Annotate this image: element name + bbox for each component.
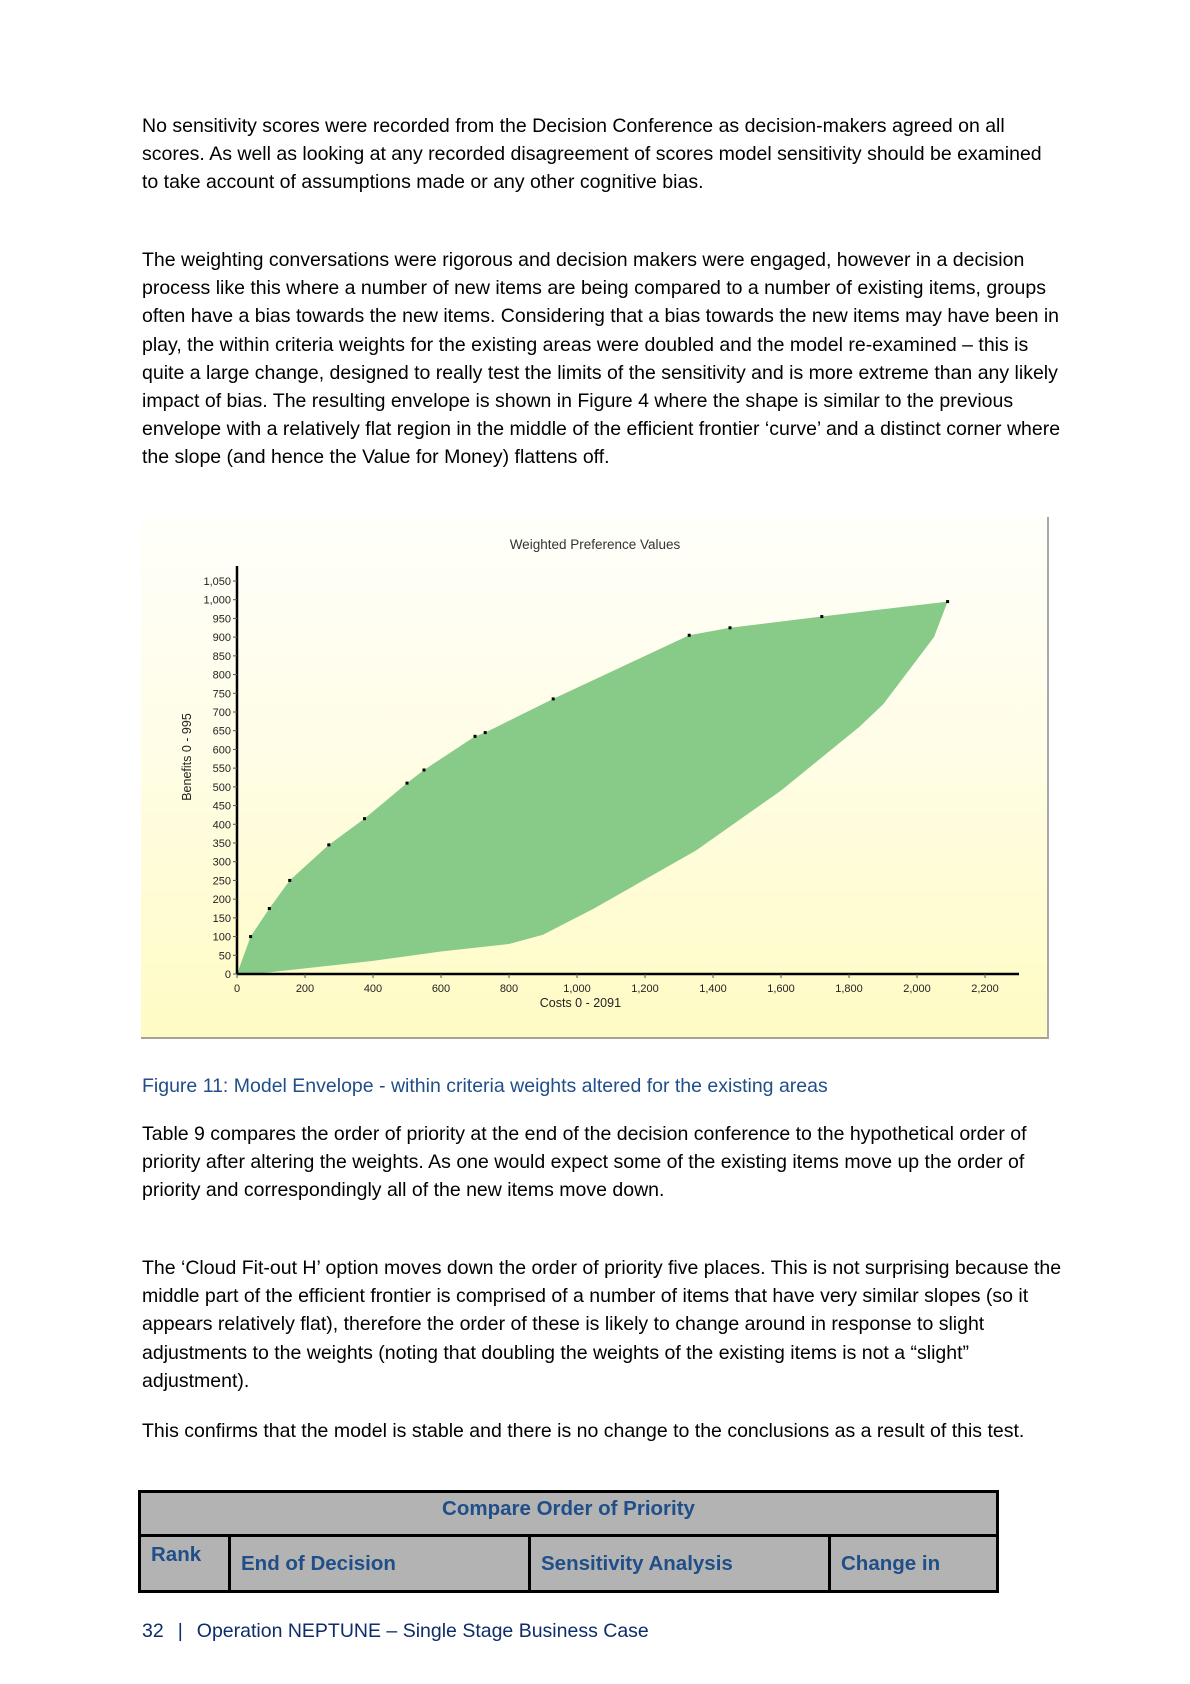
- y-tick-label: 1,050: [203, 575, 231, 588]
- data-point-marker: [820, 615, 823, 618]
- paragraph-weighting-conversations: The weighting conversations were rigorous and decision makers were engaged, however in a decision process like this where a number of new items are being compared to a number of existing items, groups often have a bias towards the new items. Considering that a bias towards the new items may have been in play, the within criteria weights for the existing areas were doubled and the model re-examined – this is quite a large change, designed to really test the limits of the sensitivity and is more extreme than any likely impact of bias. The resulting envelope is shown in Figure 4 where the shape is similar to the previous envelope with a relatively flat region in the middle of the efficient frontier ‘curve’ and a distinct corner where the slope (and hence the Value for Money) flattens off.: [142, 249, 1061, 469]
- y-tick-label: 850: [212, 650, 231, 663]
- y-tick-label: 50: [218, 950, 231, 963]
- data-point-marker: [484, 731, 487, 734]
- document-title: Operation NEPTUNE – Single Stage Business Case: [196, 1620, 649, 1642]
- y-tick-label: 300: [212, 856, 231, 869]
- header-change-in: Change in: [830, 1536, 998, 1592]
- figure-caption: Figure 11: Model Envelope - within criteria weights altered for the existing areas: [142, 1075, 828, 1097]
- page-number: 32: [142, 1620, 164, 1642]
- y-tick-label: 450: [212, 800, 231, 813]
- y-tick-label: 150: [212, 912, 231, 925]
- paragraph-cloud-fitout: The ‘Cloud Fit-out H’ option moves down the order of priority five places. This is not surprising because the middle part of the efficient frontier is comprised of a number of items that have very similar slopes (so it appears relatively flat), therefore the order of these is likely to change around in response to slight adjustments to the weights (noting that doubling the weights of the existing items is not a “slight” adjustment).: [142, 1257, 1062, 1392]
- header-sensitivity-analysis: Sensitivity Analysis: [530, 1536, 830, 1592]
- table-title: Compare Order of Priority: [140, 1492, 998, 1536]
- header-rank: Rank: [140, 1536, 230, 1592]
- y-tick-label: 100: [212, 931, 231, 944]
- data-point-marker: [474, 735, 477, 738]
- x-tick-label: 1,600: [767, 983, 795, 995]
- y-tick-label: 550: [212, 763, 231, 776]
- x-tick-label: 600: [431, 983, 451, 995]
- data-point-marker: [423, 769, 426, 772]
- data-point-marker: [406, 782, 409, 785]
- data-point-marker: [946, 600, 949, 603]
- y-tick-label: 800: [212, 669, 231, 682]
- x-tick-label: 1,000: [563, 983, 591, 995]
- data-point-marker: [729, 626, 732, 629]
- y-tick-label: 250: [212, 875, 231, 888]
- x-axis-label: Costs 0 - 2091: [539, 996, 622, 1010]
- x-tick-label: 400: [363, 983, 383, 995]
- y-tick-label: 200: [212, 894, 231, 907]
- data-point-marker: [363, 817, 366, 820]
- y-axis-label: Benefits 0 - 995: [180, 713, 194, 801]
- y-tick-label: 950: [212, 613, 231, 626]
- x-tick-label: 1,800: [835, 983, 863, 995]
- paragraph-conclusion: This confirms that the model is stable and there is no change to the conclusions as a result of this test.: [142, 1420, 1025, 1442]
- y-tick-label: 900: [212, 632, 231, 645]
- header-end-of-decision: End of Decision: [230, 1536, 530, 1592]
- footer-separator: |: [177, 1620, 183, 1642]
- x-tick-label: 1,200: [631, 983, 659, 995]
- data-point-marker: [688, 634, 691, 637]
- y-tick-label: 650: [212, 725, 231, 738]
- y-tick-label: 500: [212, 781, 231, 794]
- data-point-marker: [327, 843, 330, 846]
- data-point-marker: [288, 879, 291, 882]
- y-tick-label: 600: [212, 744, 231, 757]
- y-tick-label: 750: [212, 688, 231, 701]
- y-tick-label: 700: [212, 706, 231, 719]
- data-point-marker: [249, 935, 252, 938]
- data-point-marker: [552, 697, 555, 700]
- x-tick-label: 0: [233, 983, 241, 995]
- envelope-chart: [141, 517, 1049, 1039]
- x-tick-label: 2,200: [971, 983, 999, 995]
- priority-table: [138, 1490, 999, 1593]
- y-tick-label: 0: [224, 969, 231, 981]
- y-tick-label: 1,000: [203, 594, 231, 607]
- envelope-area: [237, 602, 948, 974]
- x-tick-label: 800: [499, 983, 519, 995]
- paragraph-sensitivity-scores: No sensitivity scores were recorded from the Decision Conference as decision-makers agreed on all scores. As well as looking at any recorded disagreement of scores model sensitivity should be examined to take account of assumptions made or any other cognitive bias.: [142, 115, 1042, 194]
- chart-title: Weighted Preference Values: [509, 537, 681, 552]
- x-tick-label: 1,400: [699, 983, 727, 995]
- x-tick-label: 2,000: [903, 983, 931, 995]
- y-tick-label: 350: [212, 837, 231, 850]
- y-tick-label: 400: [212, 819, 231, 832]
- data-point-marker: [268, 907, 271, 910]
- paragraph-table-intro: Table 9 compares the order of priority at the end of the decision conference to the hypothetical order of priority after altering the weights. As one would expect some of the existing items move up the order of priority and correspondingly all of the new items move down.: [142, 1123, 1027, 1202]
- x-tick-label: 200: [295, 983, 315, 995]
- page-footer: [142, 1620, 649, 1643]
- chart-canvas: [141, 517, 1049, 1039]
